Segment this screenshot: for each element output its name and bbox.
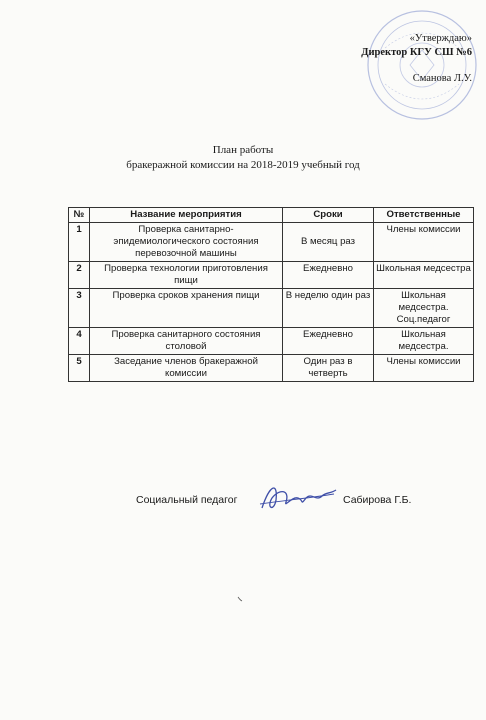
table-header-row	[69, 208, 474, 223]
header-resp: Ответственные	[374, 208, 474, 223]
row-term: В неделю один раз	[283, 289, 374, 328]
title-line-2: бракеражной комиссии на 2018-2019 учебный год	[126, 159, 360, 171]
row-term: Один раз в четверть	[283, 355, 374, 382]
table-row	[69, 355, 474, 382]
header-name: Название мероприятия	[90, 208, 283, 223]
title-line-1: План работы	[212, 144, 274, 156]
table-row	[69, 223, 474, 262]
row-term: В месяц раз	[283, 223, 374, 262]
row-num: 1	[69, 223, 90, 262]
header-num: №	[69, 208, 90, 223]
row-term: Ежедневно	[283, 328, 374, 355]
row-name: Проверка санитарного состояния столовой	[90, 328, 283, 355]
row-num: 4	[69, 328, 90, 355]
ink-mark	[237, 596, 243, 602]
approval-line-2: Директор КГУ СШ №6	[361, 47, 472, 58]
row-resp: Члены комиссии	[374, 223, 474, 262]
row-name: Проверка сроков хранения пищи	[90, 289, 283, 328]
approval-line-3: Сманова Л.У.	[412, 73, 472, 84]
signatory-name: Сабирова Г.Б.	[343, 494, 412, 506]
approval-line-1: «Утверждаю»	[409, 33, 472, 44]
row-resp: Члены комиссии	[374, 355, 474, 382]
row-name: Проверка технологии приготовления пищи	[90, 262, 283, 289]
row-term: Ежедневно	[283, 262, 374, 289]
table-row	[69, 328, 474, 355]
row-num: 2	[69, 262, 90, 289]
header-term: Сроки	[283, 208, 374, 223]
row-resp: Школьная медсестра. Соц.педагог	[374, 289, 474, 328]
row-num: 3	[69, 289, 90, 328]
row-resp: Школьная медсестра	[374, 262, 474, 289]
table-row	[69, 289, 474, 328]
document-title	[0, 143, 486, 173]
approval-block	[361, 32, 472, 86]
row-num: 5	[69, 355, 90, 382]
signatory-role: Социальный педагог	[136, 494, 238, 506]
plan-table	[68, 207, 474, 382]
handwritten-signature-icon	[256, 478, 338, 518]
table-row	[69, 262, 474, 289]
row-resp: Школьная медсестра.	[374, 328, 474, 355]
row-name: Заседание членов бракеражной комиссии	[90, 355, 283, 382]
row-name: Проверка санитарно-эпидемиологического состояния перевозочной машины	[90, 223, 283, 262]
